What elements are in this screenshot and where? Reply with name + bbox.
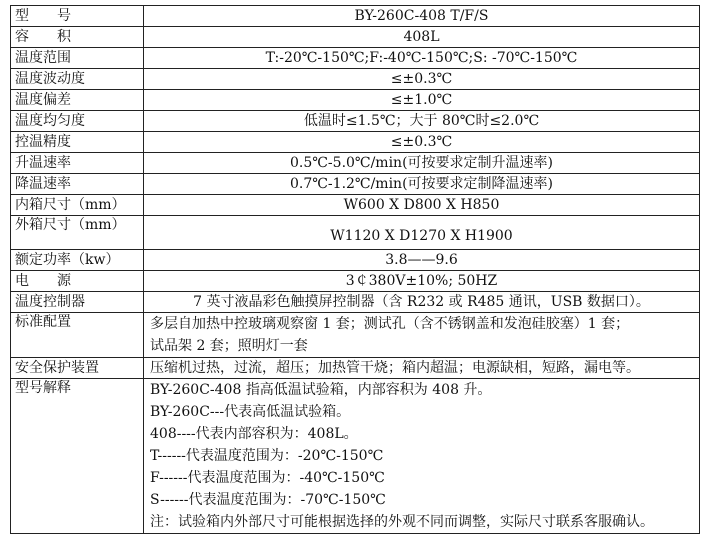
table-row (11, 216, 700, 250)
table-row (11, 111, 700, 132)
table-row (11, 358, 700, 379)
row-value-control-accuracy: ≤±0.3℃ (144, 132, 700, 153)
explanation-line: 408----代表内部容积为：408L。 (150, 426, 358, 442)
table-row (11, 250, 700, 271)
row-label-model-explanation: 型号解释 (11, 379, 144, 534)
row-value-model-explanation (144, 379, 700, 534)
table-row (11, 90, 700, 111)
config-line: 试品架 2 套；照明灯一套 (150, 338, 308, 354)
table-row (11, 271, 700, 292)
row-value-inner-size: W600 X D800 X H850 (144, 195, 700, 216)
row-value-temp-uniformity: 低温时≤1.5℃；大于 80℃时≤2.0℃ (144, 111, 700, 132)
row-value-heating-rate: 0.5℃-5.0℃/min(可按要求定制升温速率) (144, 153, 700, 174)
table-row (11, 6, 700, 27)
row-value-temp-range: T:-20℃-150℃;F:-40℃-150℃;S: -70℃-150℃ (144, 48, 700, 69)
table-row (11, 174, 700, 195)
row-value-controller: 7 英寸液晶彩色触摸屏控制器（含 R232 或 R485 通讯，USB 数据口）。 (144, 292, 700, 313)
row-label-controller: 温度控制器 (11, 292, 144, 313)
row-label-temp-deviation: 温度偏差 (11, 90, 144, 111)
spec-table (10, 5, 700, 534)
explanation-note: 注：试验箱内外部尺寸可能根据选择的外观不同而调整，实际尺寸联系客服确认。 (150, 514, 654, 530)
explanation-line: S------代表温度范围为：-70℃-150℃ (150, 492, 386, 508)
row-label-power-supply: 电 源 (11, 271, 144, 292)
row-label-outer-size: 外箱尺寸（mm） (11, 216, 144, 250)
row-value-temp-deviation: ≤±1.0℃ (144, 90, 700, 111)
explanation-line: BY-260C---代表高低温试验箱。 (150, 404, 351, 420)
row-label-temp-range: 温度范围 (11, 48, 144, 69)
row-value-power-supply: 3￠380V±10%; 50HZ (144, 271, 700, 292)
row-value-temp-fluctuation: ≤±0.3℃ (144, 69, 700, 90)
explanation-line: BY-260C-408 指高低温试验箱，内部容积为 408 升。 (150, 382, 492, 398)
table-row (11, 27, 700, 48)
row-value-model: BY-260C-408 T/F/S (144, 6, 700, 27)
explanation-line: T------代表温度范围为：-20℃-150℃ (150, 448, 384, 464)
table-row (11, 69, 700, 90)
table-row (11, 132, 700, 153)
row-label-inner-size: 内箱尺寸（mm） (11, 195, 144, 216)
row-label-cooling-rate: 降温速率 (11, 174, 144, 195)
row-value-outer-size: W1120 X D1270 X H1900 (144, 216, 700, 250)
table-row (11, 153, 700, 174)
row-label-model: 型 号 (11, 6, 144, 27)
row-label-safety: 安全保护装置 (11, 358, 144, 379)
row-value-rated-power: 3.8——9.6 (144, 250, 700, 271)
table-row (11, 379, 700, 534)
row-value-volume: 408L (144, 27, 700, 48)
table-row (11, 292, 700, 313)
row-label-standard-config: 标准配置 (11, 313, 144, 358)
row-value-cooling-rate: 0.7℃-1.2℃/min(可按要求定制降温速率) (144, 174, 700, 195)
explanation-line: F------代表温度范围为：-40℃-150℃ (150, 470, 385, 486)
table-row (11, 313, 700, 358)
row-label-volume: 容 积 (11, 27, 144, 48)
row-label-control-accuracy: 控温精度 (11, 132, 144, 153)
row-label-rated-power: 额定功率（kw） (11, 250, 144, 271)
row-label-heating-rate: 升温速率 (11, 153, 144, 174)
row-value-safety: 压缩机过热，过流，超压；加热管干烧；箱内超温；电源缺相，短路，漏电等。 (144, 358, 700, 379)
row-label-temp-fluctuation: 温度波动度 (11, 69, 144, 90)
table-row (11, 48, 700, 69)
table-row (11, 195, 700, 216)
row-value-standard-config (144, 313, 700, 358)
row-label-temp-uniformity: 温度均匀度 (11, 111, 144, 132)
config-line: 多层自加热中控玻璃观察窗 1 套；测试孔（含不锈钢盖和发泡硅胶塞）1 套； (150, 316, 630, 332)
